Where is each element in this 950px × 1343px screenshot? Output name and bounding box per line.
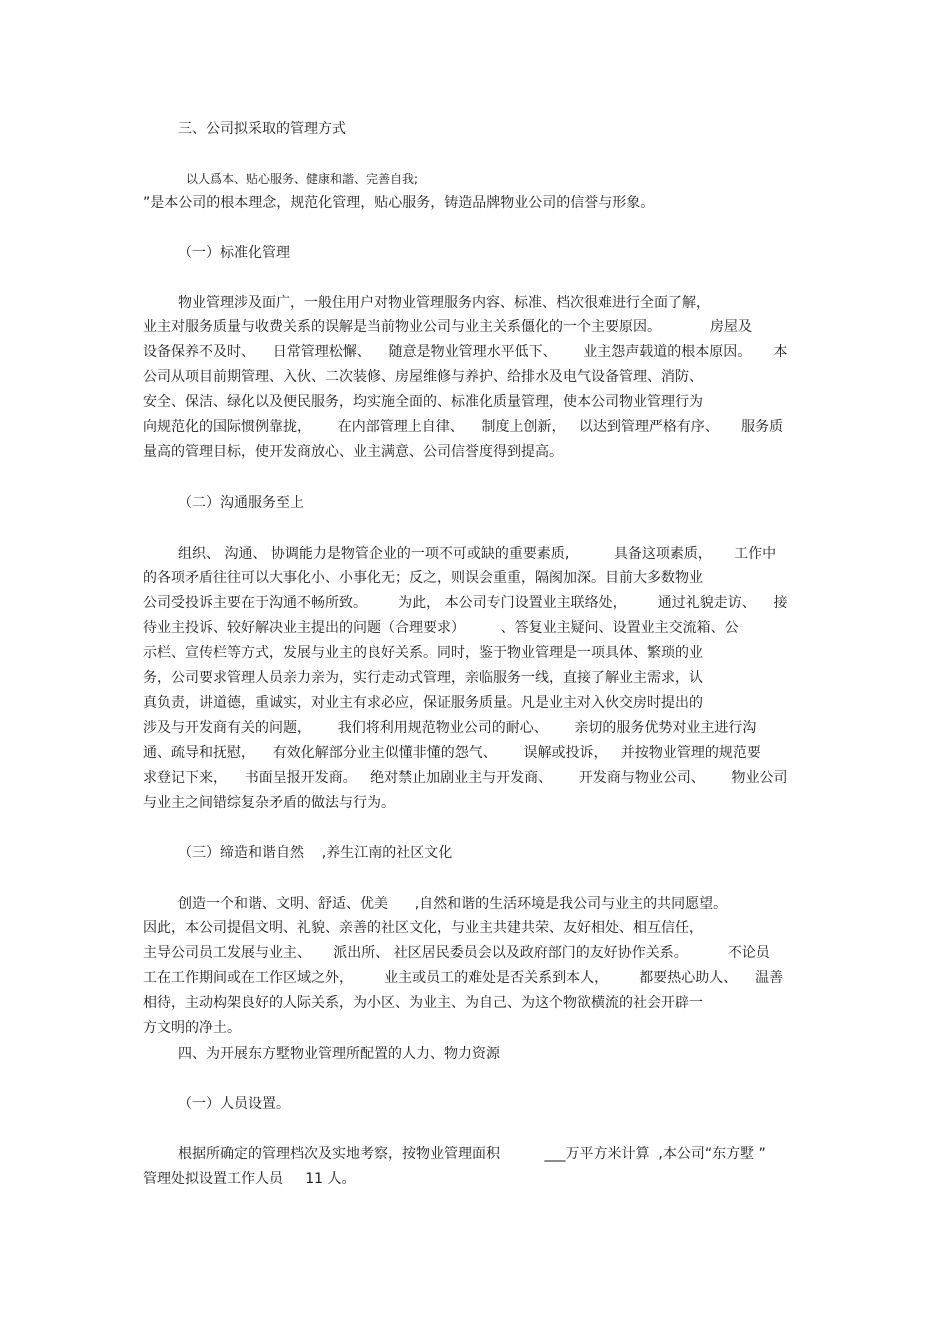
motto-continuation: ”是本公司的根本理念，规范化管理，贴心服务，铸造品牌物业公司的信誉与形象。 [143,195,655,211]
paragraph-line: 公司从项目前期管理、入伙、二次装修、房屋维修与养护、给排水及电气设备管理、消防、 [143,369,703,385]
subsection-2-heading: （二）沟通服务至上 [178,495,304,511]
paragraph-line: 主导公司员工发展与业主、 派出所、 社区居民委员会以及政府部门的友好协作关系。 不论员 [143,945,770,961]
paragraph-line: 工在工作期间或在工作区域之外， 业主或员工的难处是否关系到本人， 都要热心助人、 温善 [143,970,784,986]
paragraph-line: 量高的管理目标，使开发商放心、业主满意、公司信誉度得到提高。 [143,444,563,460]
paragraph-line: 求登记下来， 书面呈报开发商。 绝对禁止加剧业主与开发商、 开发商与物业公司、 物业公司 [143,770,788,786]
section-3-heading: 三、公司拟采取的管理方式 [178,121,346,137]
paragraph-line: 涉及与开发商有关的问题， 我们将利用规范物业公司的耐心、 亲切的服务优势对业主进行沟 [143,720,757,736]
paragraph-line: 业主对服务质量与收费关系的误解是当前物业公司与业主关系僵化的一个主要原因。 房屋及 [143,319,752,335]
paragraph-line: 设备保养不及时、 日常管理松懈、 随意是物业管理水平低下、 业主怨声载道的根本原因。 本 [143,344,788,360]
subsection-3-heading: （三）缔造和谐自然 ,养生江南的社区文化 [178,845,453,861]
paragraph-line: 务，公司要求管理人员亲力亲为，实行走动式管理，亲临服务一线，直接了解业主需求，认 [143,670,703,686]
section-4-subsection-1-heading: （一）人员设置。 [178,1096,290,1112]
paragraph-line: 真负责，讲道德，重诚实，对业主有求必应，保证服务质量。凡是业主对入伙交房时提出的 [143,695,703,711]
paragraph-line: 方文明的净土。 [143,1020,241,1036]
paragraph-line: 因此，本公司提倡文明、礼貌、亲善的社区文化，与业主共建共荣、友好相处、相互信任， [143,920,703,936]
paragraph-line: 向规范化的国际惯例靠拢， 在内部管理上自律、 制度上创新， 以达到管理严格有序、 服务质 [143,419,784,435]
paragraph-line: 的各项矛盾往往可以大事化小、小事化无；反之，则误会重重，隔阂加深。目前大多数物业 [143,570,703,586]
paragraph-line: 示栏、宣传栏等方式，发展与业主的良好关系。同时，鉴于物业管理是一项具体、繁琐的业 [143,645,703,661]
paragraph-line: 安全、保洁、绿化以及便民服务，均实施全面的、标准化质量管理，使本公司物业管理行为 [143,394,703,410]
paragraph-line: 管理处拟设置工作人员 11 人。 [143,1171,356,1187]
paragraph-line: 待业主投诉、较好解决业主提出的问题（合理要求） 、答复业主疑问、设置业主交流箱、公 [143,620,739,636]
paragraph-line: 与业主之间错综复杂矛盾的做法与行为。 [143,795,395,811]
subsection-1-heading: （一）标准化管理 [178,245,290,261]
section-4-heading: 四、为开展东方墅物业管理所配置的人力、物力资源 [178,1046,500,1062]
paragraph-line: 通、疏导和抚慰， 有效化解部分业主似懂非懂的怨气、 误解或投诉， 并按物业管理的规范要 [143,745,761,761]
motto-line: 以人爲本、贴心服务、健康和諧、完善自我; [186,172,419,186]
paragraph-line: 相待，主动构架良好的人际关系，为小区、为业主、为自己、为这个物欲横流的社会开辟一 [143,995,703,1011]
paragraph-line: 公司受投诉主要在于沟通不畅所致。 为此， 本公司专门设置业主联络处， 通过礼貌走访、 接 [143,595,788,611]
paragraph-line: 组织、 沟通、 协调能力是物管企业的一项不可或缺的重要素质, 具备这项素质， 工作中 [178,546,777,562]
paragraph-line: 根据所确定的管理档次及实地考察，按物业管理面积 ___万平方米计算 ,本公司“东方墅 ” [178,1146,766,1162]
paragraph-line: 创造一个和谐、文明、舒适、优美 ,自然和谐的生活环境是我公司与业主的共同愿望。 [178,896,728,912]
paragraph-line: 物业管理涉及面广，一般住用户对物业管理服务内容、标准、档次很难进行全面了解， [178,295,710,311]
